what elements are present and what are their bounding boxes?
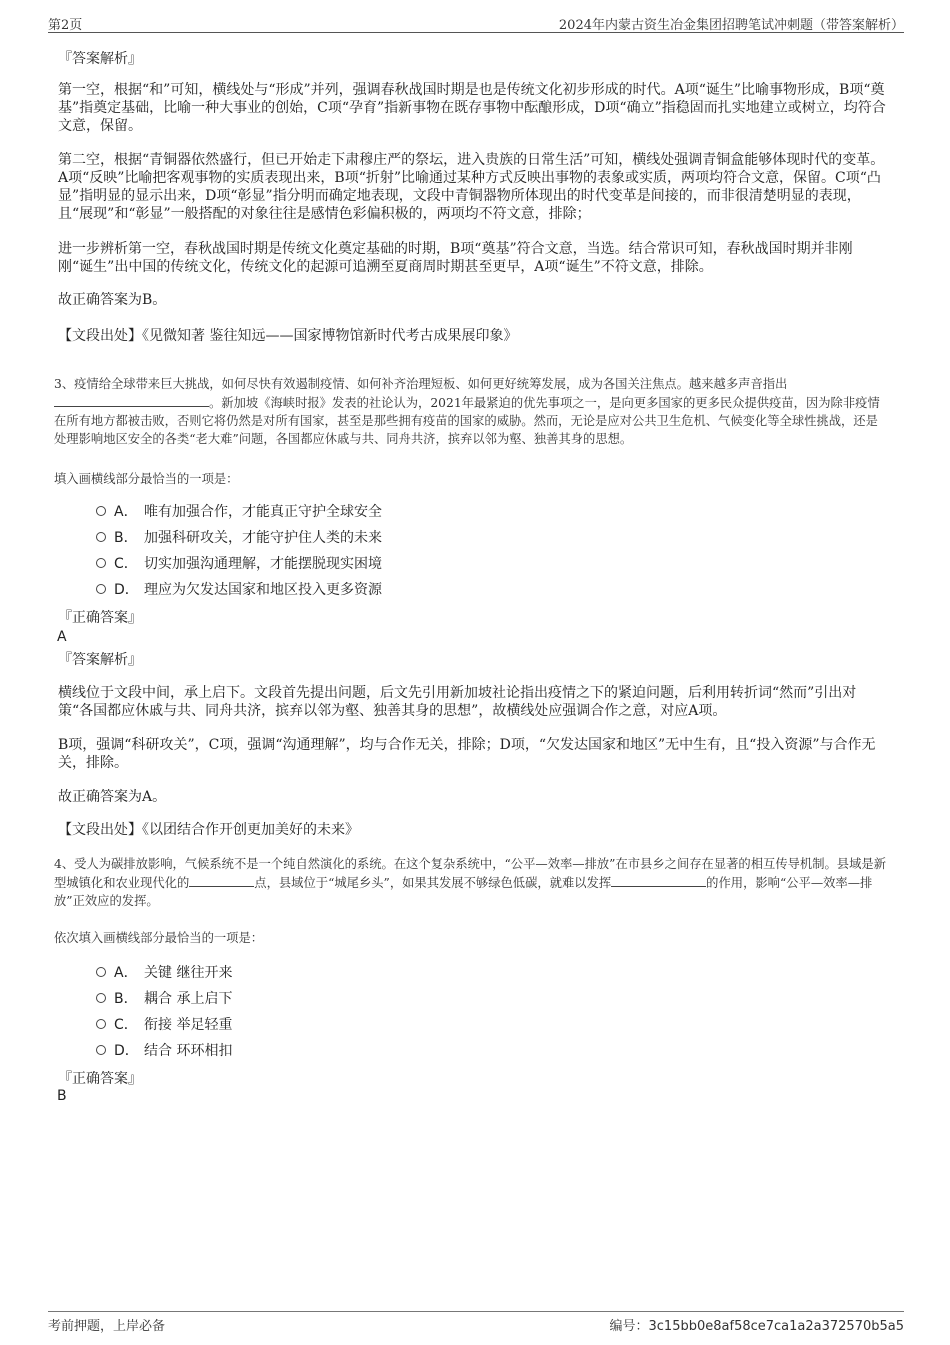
- q4-blank-1: [189, 873, 254, 887]
- q4-answer: B: [57, 1088, 67, 1104]
- document-title: 2024年内蒙古资生冶金集团招聘笔试冲刺题（带答案解析）: [558, 18, 904, 33]
- footer-note: 考前押题，上岸必备: [48, 1319, 166, 1334]
- q3-option-d[interactable]: D． 理应为欠发达国家和地区投入更多资源: [96, 580, 382, 600]
- q3-source: 【文段出处】《以团结合作开创更加美好的未来》: [58, 822, 359, 838]
- q3-prompt: 填入画横线部分最恰当的一项是：: [54, 472, 239, 486]
- q3-conclusion: 故正确答案为A。: [58, 789, 167, 805]
- radio-icon[interactable]: [96, 584, 106, 594]
- q2-analysis-para-3: 进一步辨析第一空，春秋战国时期是传统文化奠定基础的时期，B项“奠基”符合文意，当选。结合常识可知，春秋战国时期并非刚刚“诞生”出中国的传统文化，传统文化的起源可追溯至夏商周时期甚至更早，A项“诞生”不符文意，排除。: [58, 241, 853, 275]
- q4-option-d[interactable]: D． 结合 环环相扣: [96, 1041, 232, 1061]
- radio-icon[interactable]: [96, 532, 106, 542]
- radio-icon[interactable]: [96, 506, 106, 516]
- q3-stem: 3、疫情给全球带来巨大挑战，如何尽快有效遏制疫情、如何补齐治理短板、如何更好统筹发展，成为各国关注焦点。越来越多声音指出 。新加坡《海峡时报》发表的社论认为，2021年最紧迫的优先事项之一，是向更多国家的更多民众提供疫苗，因为除非疫情在所有地方都被击败，否则它将仍然是对所有国家，甚至是那些拥有疫苗的国家的威胁。然而，无论是应对公共卫生危机、气候变化等全球性挑战，还是处理影响地区安全的各类“老大难”问题，各国都应休戚与共、同舟共济，摈弃以邻为壑、独善其身的思想。: [54, 377, 880, 446]
- q3-option-c[interactable]: C． 切实加强沟通理解，才能摆脱现实困境: [96, 554, 382, 574]
- page-number: 第2页: [48, 18, 83, 33]
- q2-analysis-para-1: 第一空，根据“和”可知，横线处与“形成”并列，强调春秋战国时期是也是传统文化初步形成的时代。A项“诞生”比喻事物形成，B项“奠基”指奠定基础，比喻一种大事业的创始，C项“孕育”指新事物在既存事物中酝酿形成，D项“确立”指稳固而扎实地建立或树立，均符合文意，保留。: [58, 82, 886, 134]
- q4-option-b[interactable]: B． 耦合 承上启下: [96, 989, 232, 1009]
- q4-stem: 4、受人为碳排放影响，气候系统不是一个纯自然演化的系统。在这个复杂系统中，“公平—效率—排放”在市县乡之间存在显著的相互传导机制。县域是新型城镇化和农业现代化的 点，县域位于“城尾乡头”，如果其发展不够绿色低碳，就难以发挥 的作用，影响“公平—效率—排放”正效应的发挥。: [54, 857, 886, 908]
- q3-analysis-label: 『答案解析』: [58, 652, 142, 668]
- q2-source: 【文段出处】《见微知著 鉴往知远——国家博物馆新时代考古成果展印象》: [58, 328, 518, 344]
- q3-option-b[interactable]: B． 加强科研攻关，才能守护住人类的未来: [96, 528, 382, 548]
- q3-option-a[interactable]: A． 唯有加强合作，才能真正守护全球安全: [96, 502, 382, 522]
- document-id: 编号：3c15bb0e8af58ce7ca1a2a372570b5a5: [609, 1319, 904, 1334]
- radio-icon[interactable]: [96, 967, 106, 977]
- q4-prompt: 依次填入画横线部分最恰当的一项是：: [54, 931, 264, 945]
- q4-blank-2: [611, 873, 706, 887]
- radio-icon[interactable]: [96, 558, 106, 568]
- q3-answer-label: 『正确答案』: [58, 610, 142, 626]
- q2-analysis-para-2: 第二空，根据“青铜器依然盛行，但已开始走下肃穆庄严的祭坛，进入贵族的日常生活”可知，横线处强调青铜盒能够体现时代的变革。A项“反映”比喻把客观事物的实质表现出来，B项“折射”比喻通过某种方式反映出事物的表象或实质，两项均符合文意，保留。C项“凸显”指明显的显示出来，D项“彰显”指分明而确定地表现，文段中青铜器物所体现出的时代变革是间接的，而非很清楚明显的表现，且“展现”和“彰显”一般搭配的对象往往是感情色彩偏积极的，两项均不符文意，排除；: [58, 152, 885, 222]
- q3-answer: A: [57, 629, 67, 645]
- q3-analysis-para-2: B项，强调“科研攻关”，C项，强调“沟通理解”，均与合作无关，排除；D项，“欠发达国家和地区”无中生有，且“投入资源”与合作无关，排除。: [58, 737, 876, 771]
- q3-blank: [54, 393, 209, 407]
- page-header: [48, 12, 904, 33]
- q3-analysis-para-1: 横线位于文段中间，承上启下。文段首先提出问题，后文先引用新加坡社论指出疫情之下的紧迫问题，后利用转折词“然而”引出对策“各国都应休戚与共、同舟共济，摈弃以邻为壑、独善其身的思想”，故横线处应强调合作之意，对应A项。: [58, 685, 857, 719]
- q4-option-a[interactable]: A． 关键 继往开来: [96, 963, 232, 983]
- radio-icon[interactable]: [96, 1019, 106, 1029]
- page-footer: [48, 1311, 904, 1334]
- q4-option-c[interactable]: C． 衔接 举足轻重: [96, 1015, 232, 1035]
- q4-answer-label: 『正确答案』: [58, 1071, 142, 1087]
- radio-icon[interactable]: [96, 993, 106, 1003]
- q2-analysis-label: 『答案解析』: [58, 51, 142, 67]
- radio-icon[interactable]: [96, 1045, 106, 1055]
- q2-conclusion: 故正确答案为B。: [58, 292, 167, 308]
